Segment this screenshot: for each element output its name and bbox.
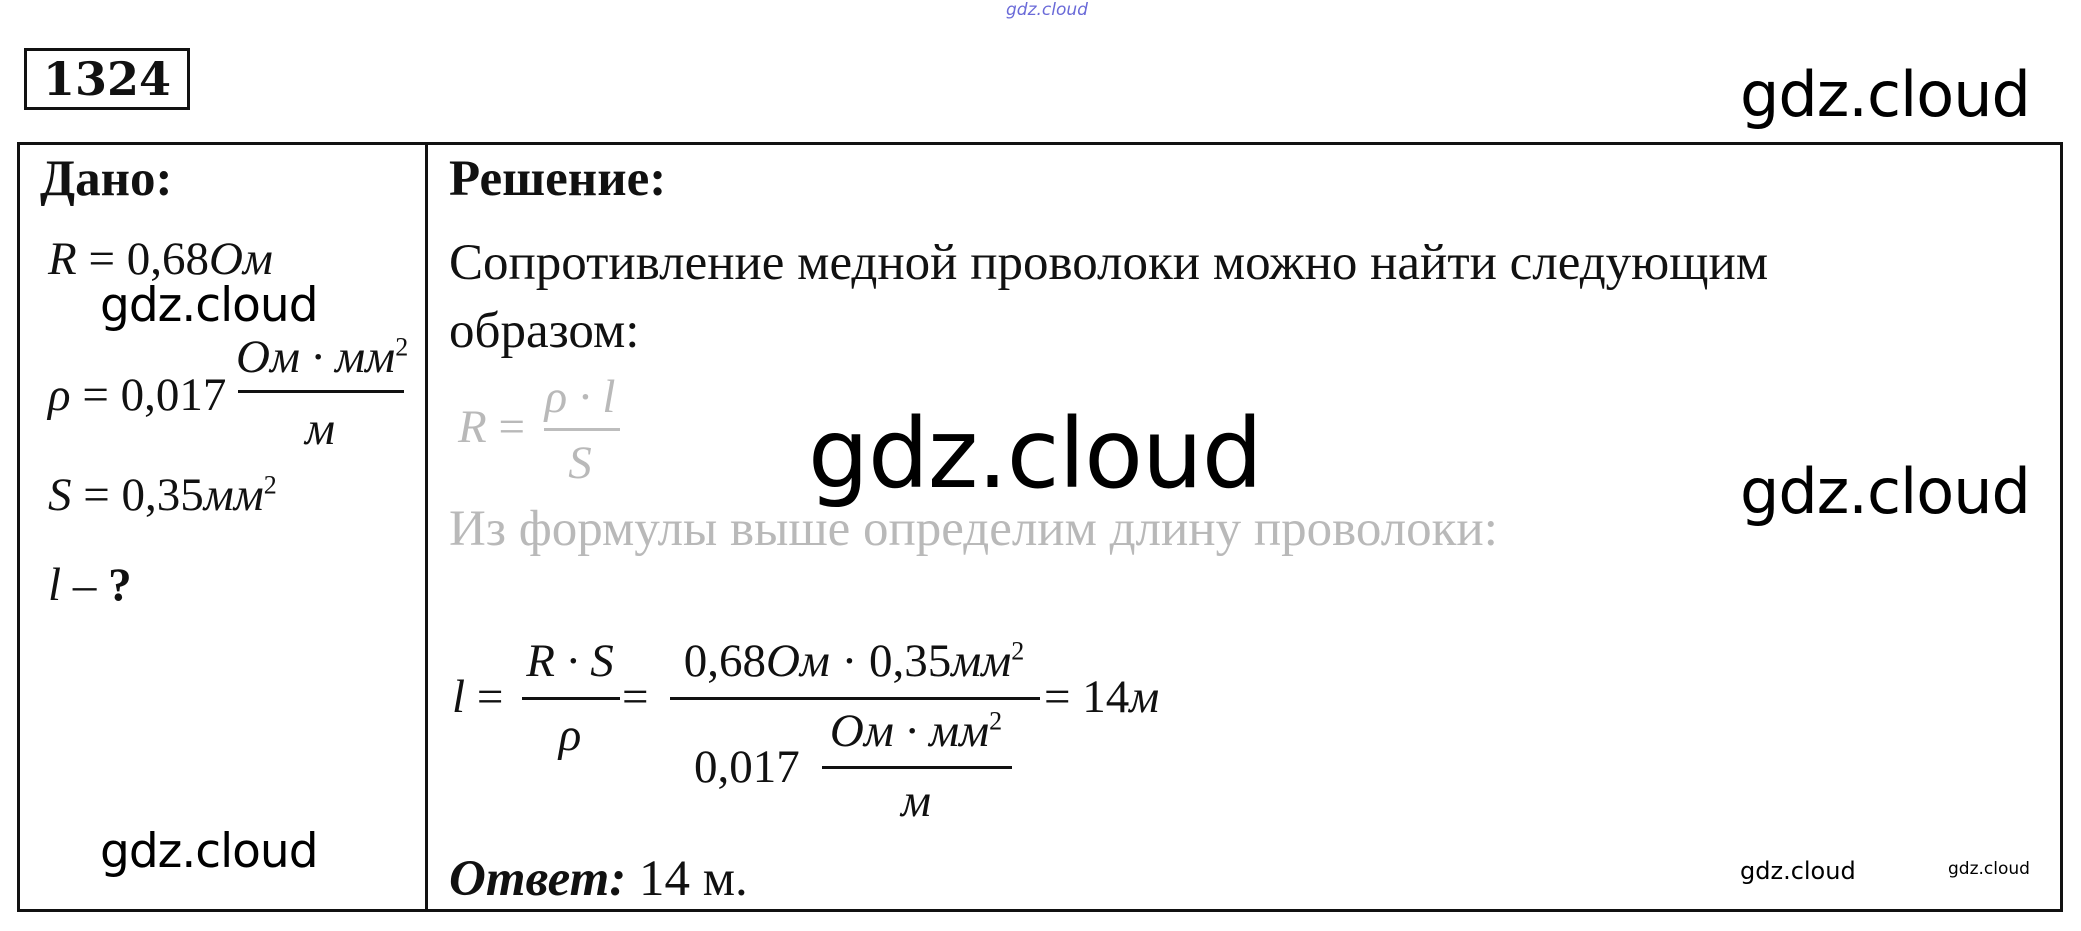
watermark-center: gdz.cloud <box>808 398 1262 510</box>
formula-length-eq3: = 14 <box>1044 671 1130 723</box>
formula-resistance-lhs: R <box>458 401 487 453</box>
watermark-right-mid: gdz.cloud <box>1740 455 2030 528</box>
formula-length-eq2 <box>622 670 649 724</box>
formula-length-num2-d: мм <box>951 635 1012 687</box>
formula-length-num1 <box>518 634 622 688</box>
given-resistivity-symbol: ρ <box>48 369 71 421</box>
given-area-unit: мм <box>203 469 264 521</box>
watermark-given-top: gdz.cloud <box>100 278 318 333</box>
formula-length-num1-text: R · S <box>526 635 614 687</box>
formula-length-num2-c: · 0,35 <box>829 635 952 687</box>
formula-length-result-unit: м <box>1129 671 1160 723</box>
formula-length-den1-text: ρ <box>558 709 582 761</box>
given-resistivity-value: = 0,017 <box>70 369 227 421</box>
formula-length-eq2-text: = <box>622 671 649 723</box>
given-resistance-value: = 0,68 <box>76 233 209 285</box>
solution-text-line3: Из формулы выше определим длину проволоки: <box>449 501 1498 557</box>
given-area-value: = 0,35 <box>71 469 204 521</box>
solution-text-line2: образом: <box>449 303 640 359</box>
watermark-top: gdz.cloud <box>1006 0 1088 20</box>
formula-resistance-denominator <box>540 436 620 490</box>
formula-resistance-numerator <box>540 370 620 424</box>
given-resistivity-fraction-bar <box>238 390 404 393</box>
table-divider <box>425 142 428 912</box>
formula-length-symbol: l <box>452 671 466 723</box>
given-resistance-symbol: R <box>48 233 77 285</box>
given-resistance-unit: Ом <box>208 233 273 285</box>
answer-value: 14 м. <box>626 851 748 907</box>
formula-length-eq1: = <box>465 671 504 723</box>
formula-length-den2-a: 0,017 <box>694 741 800 793</box>
problem-number: 1324 <box>24 48 190 110</box>
formula-length-bar2 <box>670 697 1040 700</box>
solution-heading: Решение: <box>449 151 667 207</box>
formula-length-num2 <box>668 634 1040 688</box>
formula-length-num2-a: 0,68 <box>683 635 766 687</box>
watermark-right-top: gdz.cloud <box>1740 58 2030 131</box>
given-area-exp: 2 <box>263 470 277 500</box>
given-find-symbol: l <box>48 559 62 611</box>
formula-length-lhs <box>452 670 503 724</box>
answer-label: Ответ: <box>449 851 627 907</box>
formula-length-den2-exp: 2 <box>989 706 1003 736</box>
formula-resistance-fraction-bar <box>544 428 620 431</box>
given-heading: Дано: <box>40 151 173 207</box>
formula-length-den2-coef <box>694 740 800 794</box>
given-find-dash: – <box>61 559 109 611</box>
formula-length-num2-b: Ом <box>765 635 830 687</box>
given-find <box>48 558 132 612</box>
watermark-given-bottom: gdz.cloud <box>100 824 318 879</box>
formula-resistance-num: ρ · l <box>544 371 616 423</box>
answer <box>449 850 748 908</box>
formula-resistance <box>458 400 525 454</box>
formula-length-den2-den <box>818 774 1014 828</box>
formula-length-den2-bar <box>822 766 1012 769</box>
given-resistivity <box>48 368 226 422</box>
formula-length-den2-num-text: Ом · мм <box>829 705 990 757</box>
formula-length-den1 <box>518 708 622 762</box>
formula-resistance-den: S <box>568 437 592 489</box>
given-resistivity-denominator <box>236 402 404 456</box>
given-resistivity-num-exp: 2 <box>395 332 409 362</box>
given-find-question: ? <box>108 559 132 611</box>
given-area <box>48 468 277 522</box>
watermark-bottom-small-1: gdz.cloud <box>1740 857 1856 885</box>
formula-length-den2-den-text: м <box>901 775 931 827</box>
given-area-symbol: S <box>48 469 72 521</box>
watermark-bottom-small-2: gdz.cloud <box>1948 859 2030 879</box>
formula-length-result <box>1044 670 1159 724</box>
given-resistivity-num-text: Ом · мм <box>236 331 396 383</box>
formula-resistance-eq: = <box>486 401 525 453</box>
given-resistivity-den-text: м <box>305 403 335 455</box>
solution-text-line1: Сопротивление медной проволоки можно найти следующим <box>449 235 1769 291</box>
formula-length-bar1 <box>522 697 620 700</box>
given-resistivity-numerator <box>236 330 409 384</box>
formula-length-den2-num <box>818 704 1014 758</box>
formula-length-num2-exp: 2 <box>1011 636 1025 666</box>
